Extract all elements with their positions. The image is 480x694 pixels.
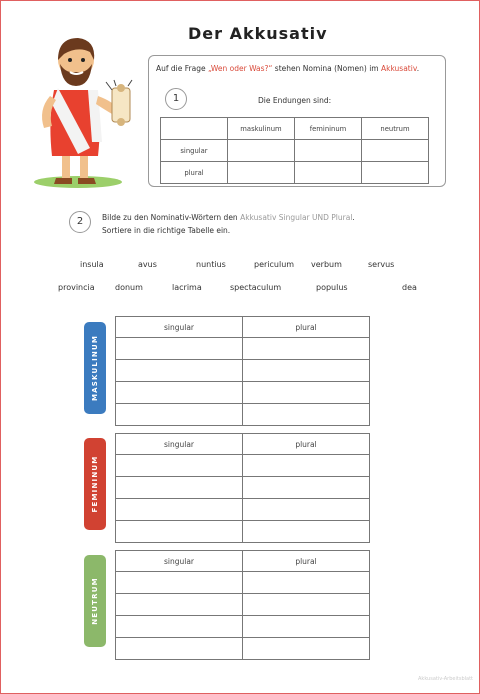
neutrum-cell[interactable] xyxy=(243,572,370,594)
neutrum-table xyxy=(115,550,370,660)
endings-cell[interactable] xyxy=(295,162,362,184)
maskulinum-cell[interactable] xyxy=(116,338,243,360)
task2-instructions xyxy=(102,211,355,237)
task2-number: 2 xyxy=(69,211,91,233)
task1-number: 1 xyxy=(165,88,187,110)
femininum-cell[interactable] xyxy=(116,499,243,521)
label-femininum xyxy=(84,438,106,530)
page-title: Der Akkusativ xyxy=(188,24,328,43)
endings-row-singular: singular xyxy=(161,140,228,162)
maskulinum-cell[interactable] xyxy=(243,360,370,382)
question-highlight: „Wen oder Was?“ xyxy=(207,64,273,73)
femininum-header-plural: plural xyxy=(243,434,370,455)
label-femininum-text: FEMININUM xyxy=(91,455,99,513)
neutrum-header-singular: singular xyxy=(116,551,243,572)
endings-table xyxy=(160,117,429,184)
word-spectaculum: spectaculum xyxy=(230,283,282,292)
neutrum-header-plural: plural xyxy=(243,551,370,572)
endings-cell[interactable] xyxy=(295,140,362,162)
label-neutrum-text: NEUTRUM xyxy=(91,577,99,625)
maskulinum-cell[interactable] xyxy=(243,404,370,426)
endings-row-plural: plural xyxy=(161,162,228,184)
question-text-start: Auf die Frage xyxy=(156,64,208,73)
task2-line1 xyxy=(102,211,355,224)
maskulinum-cell[interactable] xyxy=(243,338,370,360)
endings-header-empty xyxy=(161,118,228,140)
femininum-cell[interactable] xyxy=(116,477,243,499)
question-text-end: . xyxy=(416,64,420,73)
word-provincia: provincia xyxy=(58,283,95,292)
neutrum-cell[interactable] xyxy=(243,638,370,660)
neutrum-cell[interactable] xyxy=(116,572,243,594)
femininum-cell[interactable] xyxy=(243,521,370,543)
word-donum: donum xyxy=(115,283,143,292)
label-neutrum xyxy=(84,555,106,647)
endings-header-femininum: femininum xyxy=(295,118,362,140)
femininum-cell[interactable] xyxy=(116,521,243,543)
word-lacrima: lacrima xyxy=(172,283,202,292)
endings-cell[interactable] xyxy=(362,140,429,162)
task2-line1-end: . xyxy=(352,213,355,222)
endings-cell[interactable] xyxy=(362,162,429,184)
neutrum-cell[interactable] xyxy=(116,616,243,638)
neutrum-cell[interactable] xyxy=(116,594,243,616)
maskulinum-header-plural: plural xyxy=(243,317,370,338)
word-dea: dea xyxy=(402,283,417,292)
word-periculum: periculum xyxy=(254,260,295,269)
neutrum-cell[interactable] xyxy=(116,638,243,660)
watermark: Akkusativ-Arbeitsblatt xyxy=(418,676,473,682)
word-servus: servus xyxy=(368,260,395,269)
question-text-middle: stehen Nomina (Nomen) im xyxy=(272,64,381,73)
femininum-table xyxy=(115,433,370,543)
femininum-cell[interactable] xyxy=(243,455,370,477)
maskulinum-header-singular: singular xyxy=(116,317,243,338)
femininum-cell[interactable] xyxy=(243,499,370,521)
label-maskulinum xyxy=(84,322,106,414)
maskulinum-cell[interactable] xyxy=(116,360,243,382)
maskulinum-table xyxy=(115,316,370,426)
task1-question xyxy=(156,64,419,73)
word-insula: insula xyxy=(80,260,104,269)
task2-line1-highlight: Akkusativ Singular UND Plural xyxy=(240,213,353,222)
endings-cell[interactable] xyxy=(228,162,295,184)
question-case: Akkusativ xyxy=(380,64,417,73)
neutrum-cell[interactable] xyxy=(243,616,370,638)
label-maskulinum-text: MASKULINUM xyxy=(91,335,99,401)
femininum-cell[interactable] xyxy=(116,455,243,477)
maskulinum-cell[interactable] xyxy=(116,382,243,404)
femininum-header-singular: singular xyxy=(116,434,243,455)
femininum-cell[interactable] xyxy=(243,477,370,499)
maskulinum-cell[interactable] xyxy=(116,404,243,426)
endings-cell[interactable] xyxy=(228,140,295,162)
endings-header-neutrum: neutrum xyxy=(362,118,429,140)
neutrum-cell[interactable] xyxy=(243,594,370,616)
task2-line2: Sortiere in die richtige Tabelle ein. xyxy=(102,226,231,235)
word-avus: avus xyxy=(138,260,157,269)
word-nuntius: nuntius xyxy=(196,260,226,269)
endings-header-maskulinum: maskulinum xyxy=(228,118,295,140)
endings-label: Die Endungen sind: xyxy=(258,96,332,105)
word-verbum: verbum xyxy=(311,260,342,269)
task2-line1-start: Bilde zu den Nominativ-Wörtern den xyxy=(102,213,241,222)
maskulinum-cell[interactable] xyxy=(243,382,370,404)
roman-character-illustration xyxy=(28,30,146,190)
word-populus: populus xyxy=(316,283,348,292)
